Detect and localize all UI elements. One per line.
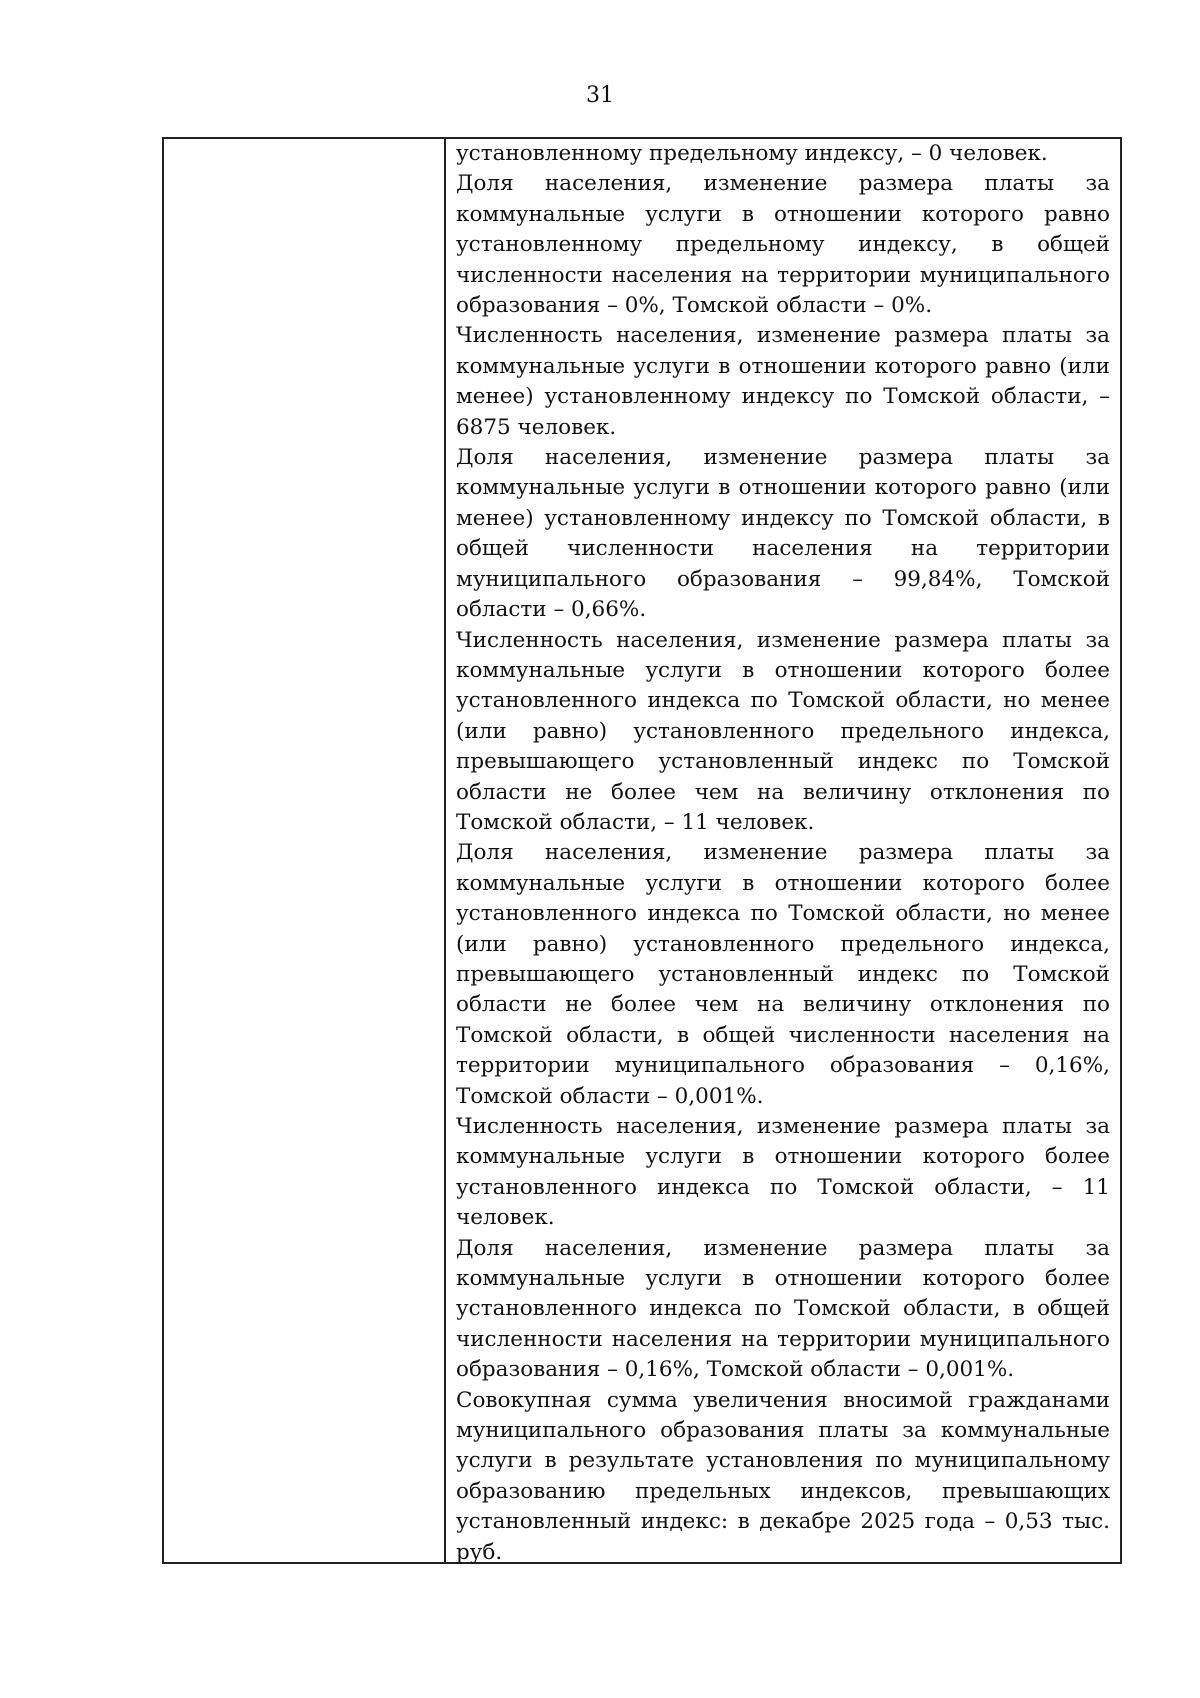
paragraph-population-count-equal-or-less-index: Численность населения, изменение размера платы за коммунальные услуги в отношении которого равно (или менее) установленному индексу по Томской области, – 6875 человек. (456, 323, 1110, 440)
table-left-cell (164, 139, 446, 1562)
paragraph-share-equal-or-less-index: Доля населения, изменение размера платы за коммунальные услуги в отношении которого равно (или менее) установленному индексу по Томской области, в общей численности населения на территории муниципального образования – 99,84%, Томской области – 0,66%. (456, 445, 1110, 623)
page-number: 31 (586, 83, 614, 108)
paragraph-population-count-within-deviation: Численность населения, изменение размера платы за коммунальные услуги в отношении которого более установленного индекса по Томской области, но менее (или равно) установленного предельного индекса, превышающего установленный индекс по Томской области не более чем на величину отклонения по Томской области, – 11 человек. (456, 627, 1110, 835)
paragraph-total-increase-sum: Совокупная сумма увеличения вносимой гражданами муниципального образования платы за коммунальные услуги в результате установления по муниципальному образованию предельных индексов, превышающих установленный индекс: в декабре 2025 года – 0,53 тыс. руб. (456, 1387, 1110, 1565)
table-right-cell (446, 139, 1120, 1565)
paragraph-share-within-deviation: Доля населения, изменение размера платы за коммунальные услуги в отношении которого более установленного индекса по Томской области, но менее (или равно) установленного предельного индекса, превышающего установленный индекс по Томской области не более чем на величину отклонения по Томской области, в общей численности населения на территории муниципального образования – 0,16%, Томской области – 0,001%. (456, 840, 1110, 1109)
paragraph-share-above-index: Доля населения, изменение размера платы за коммунальные услуги в отношении которого более установленного индекса по Томской области, в общей численности населения на территории муниципального образования – 0,16%, Томской области – 0,001%. (456, 1235, 1110, 1383)
paragraph-population-count-above-index: Численность населения, изменение размера платы за коммунальные услуги в отношении которого более установленного индекса по Томской области, – 11 человек. (456, 1114, 1110, 1231)
paragraph-share-equal-limit: Доля населения, изменение размера платы за коммунальные услуги в отношении которого равно установленному предельному индексу, в общей численности населения на территории муниципального образования – 0%, Томской области – 0%. (456, 171, 1110, 319)
paragraph-population-count-equal-limit-tail: установленному предельному индексу, – 0 человек. (456, 141, 1048, 166)
document-table (162, 137, 1122, 1564)
